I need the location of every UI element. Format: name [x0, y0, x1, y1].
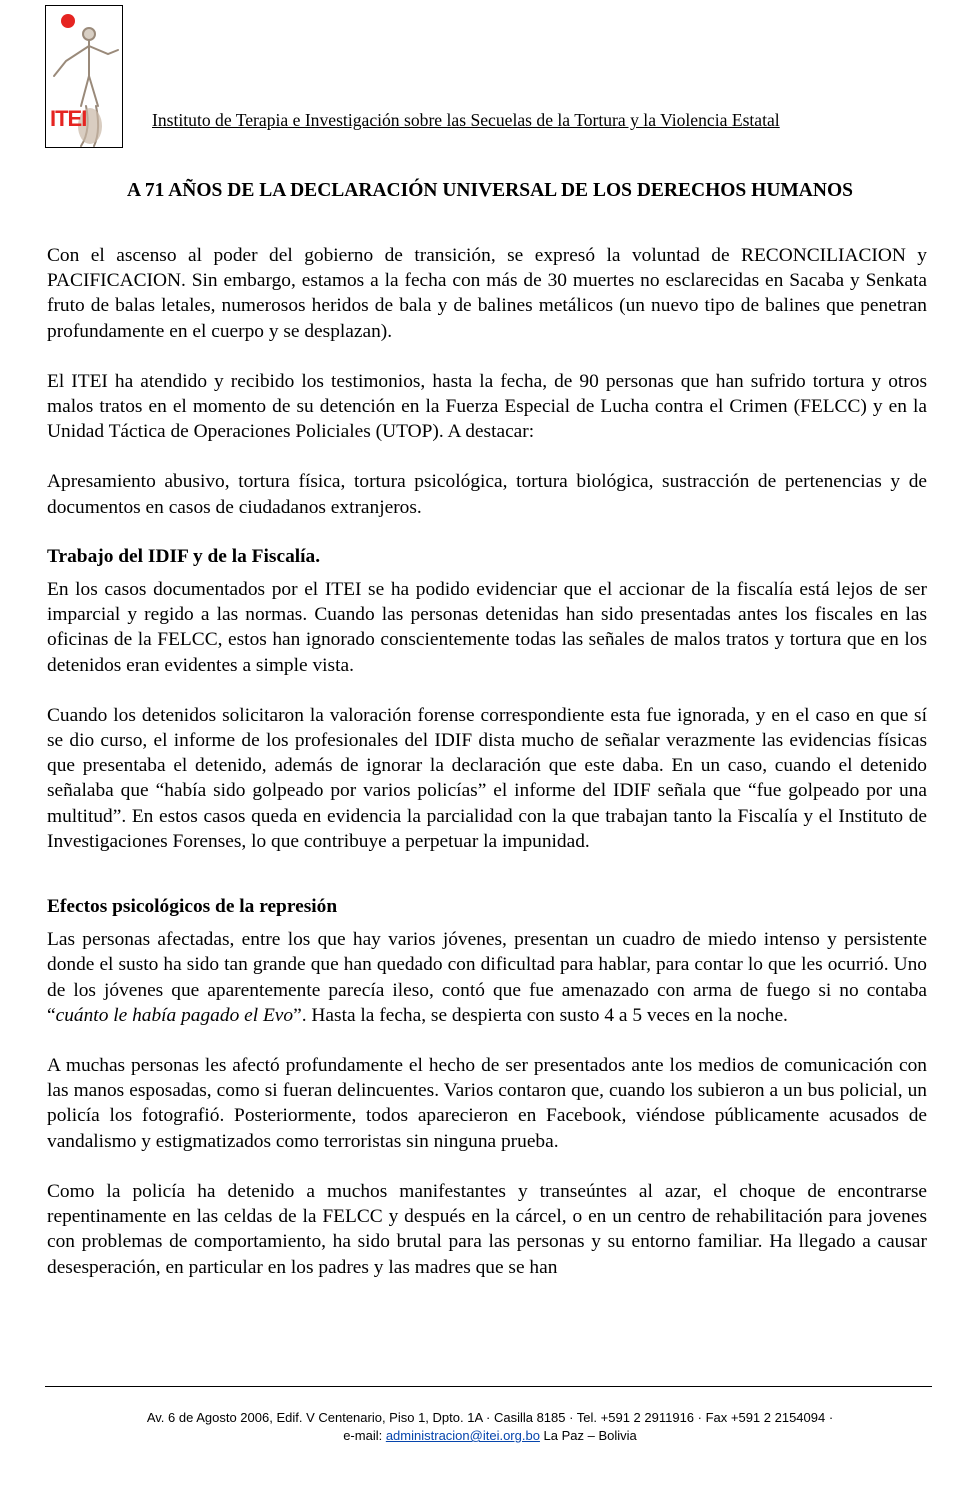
- paragraph-5: Cuando los detenidos solicitaron la valoración forense correspondiente esta fue ignorada, y en el caso en que sí se dio curso, el informe de los profesionales del IDIF dista mucho de señalar verazmente las evidencias físicas que presentaba el detenido, además de ignorar la declaración que este daba. En un caso, cuando el detenido señalaba que “había sido golpeado por varios policías” el informe del IDIF señala que “fue golpeado por una multitud”. En estos casos queda en evidencia la parcialidad con la que trabajan tanto la Fiscalía y el Instituto de Investigaciones Forenses, lo que contribuye a perpetuar la impunidad.: [47, 704, 927, 852]
- paragraph-2: El ITEI ha atendido y recibido los testimonios, hasta la fecha, de 90 personas que han sufrido tortura y otros malos tratos en el momento de su detención en la Fuerza Especial de Lucha contra el Crimen (FELCC) y en la Unidad Táctica de Operaciones Policiales (UTOP). A destacar:: [47, 370, 927, 443]
- section-heading-efectos: Efectos psicológicos de la represión: [47, 896, 338, 918]
- document-body: [47, 243, 927, 1280]
- logo: [45, 5, 123, 148]
- paragraph-7: A muchas personas les afectó profundamente el hecho de ser presentados ante los medios de comunicación con las manos esposadas, como si fueran delincuentes. Varios contaron que, cuando los subieron a un bus policial, un policía los fotografió. Posteriormente, todos aparecieron en Facebook, viéndose públicamente acusados de vandalismo y estigmatizados como terroristas sin ninguna prueba.: [47, 1055, 927, 1152]
- institute-name: Instituto de Terapia e Investigación sobre las Secuelas de la Tortura y la Violencia Estatal: [152, 110, 780, 130]
- paragraph-1: Con el ascenso al poder del gobierno de transición, se expresó la voluntad de RECONCILIACION y PACIFICACION. Sin embargo, estamos a la fecha con más de 30 muertes no esclarecidas en Sacaba y Senkata fruto de balas letales, numerosos heridos de bala y de balines metálicos (un nuevo tipo de balines que penetran profundamente en el cuerpo y se desplazan).: [47, 245, 927, 342]
- paragraph-6: [47, 927, 927, 1028]
- paragraph-4: En los casos documentados por el ITEI se ha podido evidenciar que el accionar de la fiscalía está lejos de ser imparcial y regido a las normas. Cuando las personas detenidas han sido presentadas antes los fiscales en las oficinas de la FELCC, estos han ignorado conscientemente todas las señales de malos tratos y tortura que en los detenidos eran evidentes a simple vista.: [47, 579, 927, 676]
- email-link[interactable]: administracion@itei.org.bo: [385, 1428, 540, 1443]
- page-title: A 71 AÑOS DE LA DECLARACIÓN UNIVERSAL DE LOS DERECHOS HUMANOS: [127, 180, 853, 201]
- footer-divider: [45, 1386, 932, 1387]
- footer-address: Av. 6 de Agosto 2006, Edif. V Centenario, Piso 1, Dpto. 1A · Casilla 8185 · Tel. +591 2 2911916 · Fax +591 2 2154094 ·: [146, 1410, 834, 1425]
- footer-contact: [0, 1428, 980, 1443]
- paragraph-6-text-a: Las personas afectadas, entre los que hay varios jóvenes, presentan un cuadro de miedo intenso y persistente donde el susto ha sido tan grande que han quedado con dificultad para hablar, para contar lo que les ocurrió. Uno de los jóvenes que aparentemente parecía ileso, contó que fue amenazado con arma de fuego si no contaba “: [47, 929, 927, 1026]
- paragraph-3: Apresamiento abusivo, tortura física, tortura psicológica, tortura biológica, sustracción de pertenencias y de documentos en casos de ciudadanos extranjeros.: [47, 471, 927, 518]
- footer-email-label: e-mail:: [343, 1428, 386, 1443]
- footer-location: La Paz – Bolivia: [539, 1428, 637, 1443]
- section-heading-idif: Trabajo del IDIF y de la Fiscalía.: [47, 545, 321, 567]
- paragraph-6-text-b: ”. Hasta la fecha, se despierta con susto 4 a 5 veces en la noche.: [293, 1004, 788, 1026]
- paragraph-8: Como la policía ha detenido a muchos manifestantes y transeúntes al azar, el choque de encontrarse repentinamente en las celdas de la FELCC y después en la cárcel, o en un centro de rehabilitación para jovenes con problemas de comportamiento, ha sido brutal para las personas y su entorno familiar. Ha llegado a causar desesperación, en particular en los padres y las madres que se han: [47, 1180, 927, 1278]
- logo-text: ITEI: [50, 106, 87, 131]
- paragraph-6-quote: cuánto le había pagado el Evo: [55, 1004, 294, 1026]
